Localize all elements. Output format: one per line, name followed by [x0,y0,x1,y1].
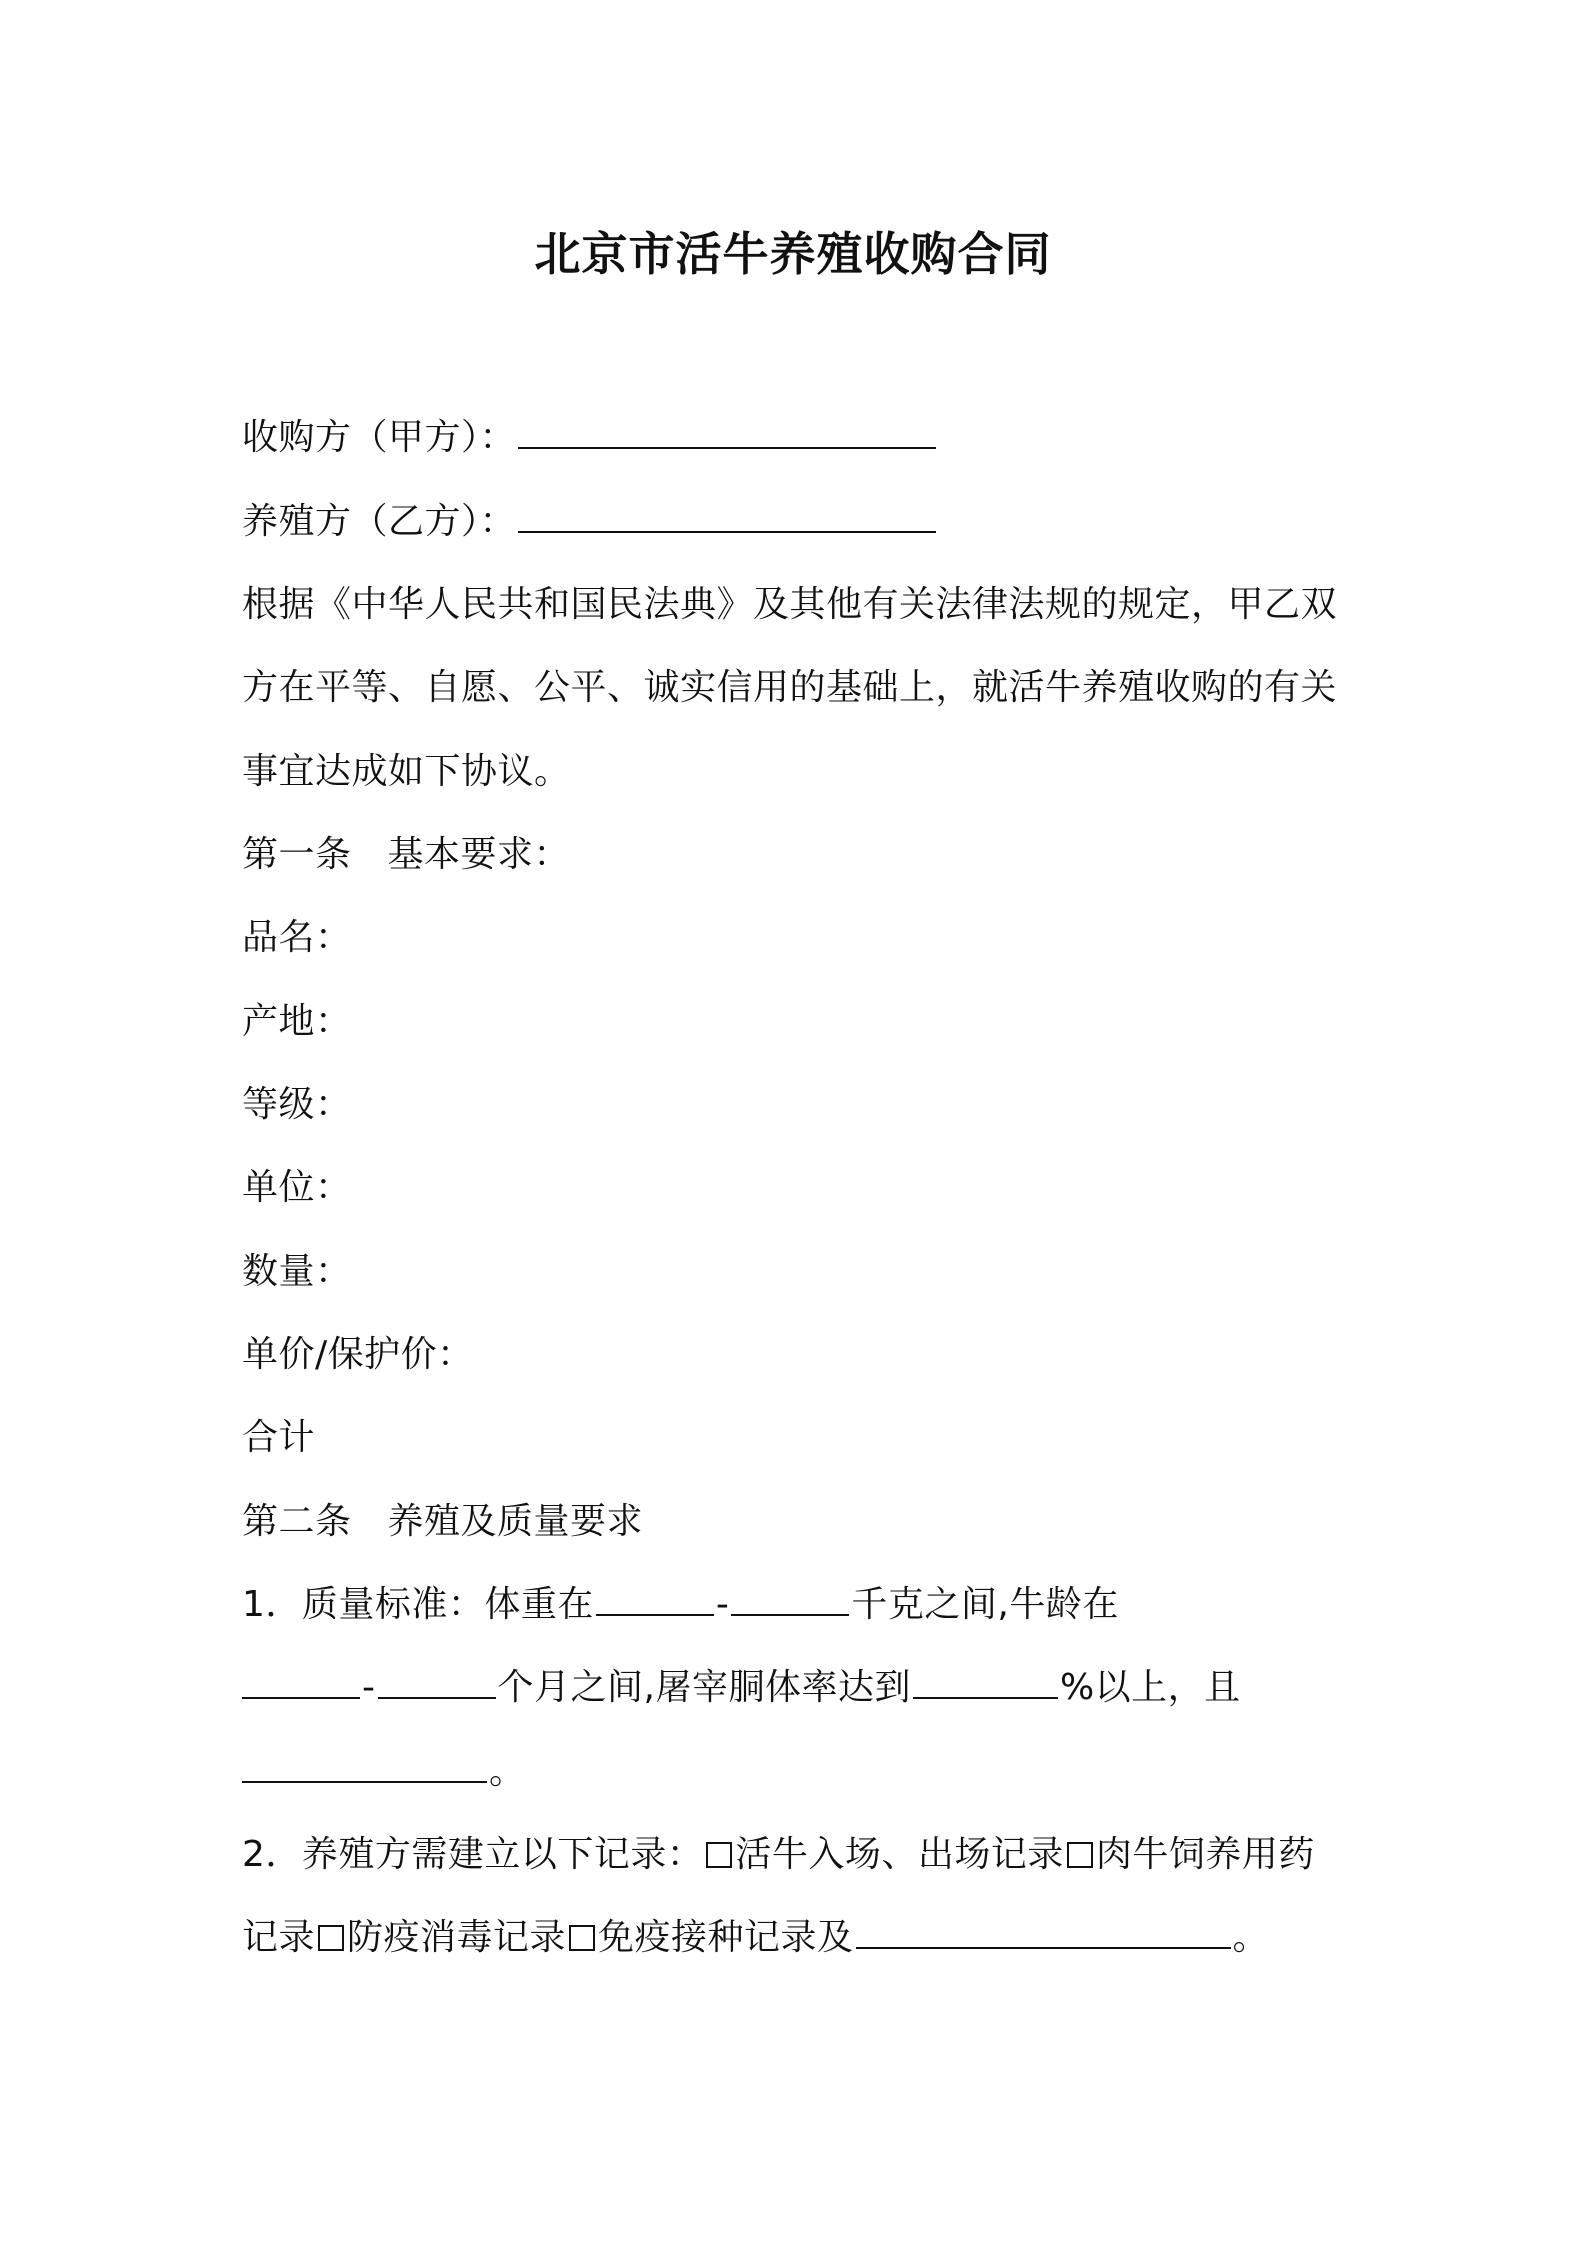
preamble-line-3: 事宜达成如下协议。 [242,751,571,792]
field-total: 合计 [242,1417,316,1458]
field-origin: 产地： [242,1001,352,1042]
buyer-party-line [242,414,1362,462]
breeder-party-line [242,498,1362,546]
article1-number: 第一条 [242,834,352,875]
record-medication-cont: 记录 [242,1917,316,1958]
carcass-rate-text: 个月之间,屠宰胴体率达到 [497,1667,911,1708]
extra-standard-blank[interactable] [242,1749,487,1783]
breeder-party-label: 养殖方（乙方）： [242,501,517,542]
records-end: 。 [1232,1917,1270,1958]
field-unit-price: 单价/保护价： [242,1334,474,1375]
buyer-party-label: 收购方（甲方）： [242,417,517,458]
quality-standard-label: 1．质量标准：体重在 [242,1584,594,1625]
article1-heading [242,831,1362,879]
checkbox-immunization[interactable] [569,1925,595,1951]
records-other-blank[interactable] [856,1915,1231,1949]
buyer-party-blank[interactable] [518,415,936,449]
contract-title: 北京市活牛养殖收购合同 [534,227,1052,281]
age-dash: - [362,1667,376,1708]
article2-number: 第二条 [242,1501,352,1542]
weight-unit-text: 千克之间,牛龄在 [851,1584,1119,1625]
field-quantity: 数量： [242,1251,352,1292]
quality-standard-line-1 [242,1581,1362,1629]
records-line-2 [242,1914,1362,1962]
preamble-line-2: 方在平等、自愿、公平、诚实信用的基础上，就活牛养殖收购的有关 [242,667,1338,708]
breeder-party-blank[interactable] [518,499,936,533]
field-grade: 等级： [242,1084,352,1125]
age-min-blank[interactable] [242,1665,360,1699]
checkbox-medication[interactable] [1067,1842,1093,1868]
checkbox-cattle-entry-exit[interactable] [706,1842,732,1868]
article2-heading [242,1498,1362,1546]
records-line-1 [242,1831,1362,1879]
quality-standard-line-2 [242,1664,1362,1712]
age-max-blank[interactable] [378,1665,496,1699]
article2-title: 养殖及质量要求 [387,1501,644,1542]
article1-title: 基本要求： [387,834,571,875]
checkbox-disinfection[interactable] [318,1925,344,1951]
record-cattle-entry-exit: 活牛入场、出场记录 [735,1834,1064,1875]
weight-dash: - [715,1584,730,1625]
record-immunization: 免疫接种记录及 [598,1917,854,1958]
carcass-rate-suffix: %以上，且 [1059,1667,1241,1708]
field-product-name: 品名： [242,917,352,958]
weight-max-blank[interactable] [731,1582,849,1616]
quality-standard-line-3 [242,1748,1362,1796]
field-unit: 单位： [242,1167,352,1208]
preamble-line-1: 根据《中华人民共和国民法典》及其他有关法律法规的规定，甲乙双 [242,584,1338,625]
carcass-rate-blank[interactable] [913,1665,1058,1699]
record-disinfection: 防疫消毒记录 [347,1917,567,1958]
records-label: 2．养殖方需建立以下记录： [242,1834,704,1875]
weight-min-blank[interactable] [596,1582,714,1616]
record-medication: 肉牛饲养用药 [1095,1834,1315,1875]
quality-standard-end: 。 [489,1751,526,1792]
